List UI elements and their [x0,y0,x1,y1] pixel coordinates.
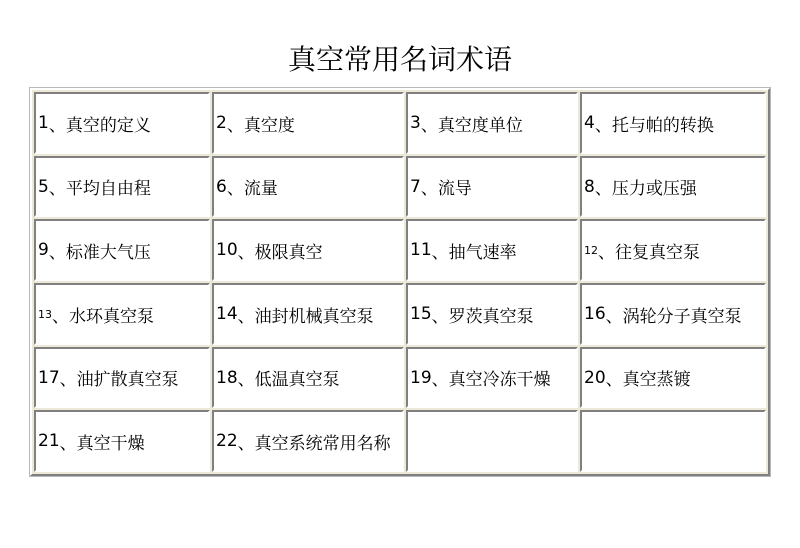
term-number: 1 [38,113,49,133]
term-label: 、真空度单位 [420,115,523,136]
term-cell[interactable] [580,347,766,408]
term-number: 16 [584,304,606,324]
term-label: 、真空系统常用名称 [237,433,391,454]
term-cell[interactable] [212,156,404,217]
term-cell[interactable] [406,156,578,217]
term-cell[interactable] [212,410,404,472]
term-cell[interactable] [212,219,404,281]
term-label: 、往复真空泵 [598,242,700,263]
table-row [32,92,768,154]
term-number: 12 [584,243,598,257]
term-number: 18 [216,367,238,388]
term-label: 、水环真空泵 [52,306,154,327]
term-number: 5 [38,176,49,197]
term-label: 、真空度 [226,115,295,136]
term-number: 4 [584,113,595,133]
term-cell[interactable] [34,156,210,217]
term-number: 2 [216,113,227,133]
empty-cell [580,410,766,472]
term-number: 22 [216,431,238,451]
term-label: 、涡轮分子真空泵 [605,306,742,327]
term-cell[interactable] [34,283,210,345]
term-label: 、真空蒸镀 [605,370,691,390]
term-label: 、罗茨真空泵 [431,306,534,327]
table-row [32,410,768,472]
term-label: 、托与帕的转换 [594,115,714,136]
term-number: 21 [38,431,60,451]
term-label: 、抽气速率 [431,242,517,263]
term-number: 11 [410,240,432,260]
term-label: 、油封机械真空泵 [237,306,374,327]
term-number: 19 [410,367,432,388]
term-cell[interactable] [406,219,578,281]
term-cell[interactable] [34,347,210,408]
term-cell[interactable] [580,283,766,345]
term-number: 14 [216,304,238,324]
term-label: 、极限真空 [237,242,323,263]
term-number: 15 [410,304,432,324]
term-label: 、低温真空泵 [237,370,340,390]
page-title: 真空常用名词术语 [287,43,512,76]
term-cell[interactable] [406,283,578,345]
term-label: 、真空干燥 [59,433,145,454]
term-cell[interactable] [406,347,578,408]
term-cell[interactable] [34,92,210,154]
term-cell[interactable] [34,219,210,281]
term-cell[interactable] [580,92,766,154]
term-number: 17 [38,367,60,388]
term-label: 、真空的定义 [48,115,151,136]
term-cell[interactable] [34,410,210,472]
term-label: 、油扩散真空泵 [59,370,179,390]
term-label: 、流量 [226,179,278,199]
term-number: 13 [38,307,52,321]
term-cell[interactable] [212,347,404,408]
term-number: 9 [38,240,49,260]
term-cell[interactable] [580,156,766,217]
table-row [32,347,768,408]
term-cell[interactable] [580,219,766,281]
term-cell[interactable] [212,283,404,345]
term-number: 7 [410,176,421,197]
table-row [32,156,768,217]
term-number: 20 [584,367,606,388]
table-row [32,219,768,281]
term-number: 10 [216,240,238,260]
term-number: 3 [410,113,421,133]
table-row [32,283,768,345]
term-number: 8 [584,176,595,197]
term-cell[interactable] [406,92,578,154]
term-label: 、真空冷冻干燥 [431,370,551,390]
term-label: 、平均自由程 [48,179,151,199]
empty-cell [406,410,578,472]
term-cell[interactable] [212,92,404,154]
term-label: 、压力或压强 [594,179,697,199]
terms-table [30,88,770,476]
term-label: 、标准大气压 [48,242,151,263]
term-number: 6 [216,176,227,197]
term-label: 、流导 [420,179,472,199]
